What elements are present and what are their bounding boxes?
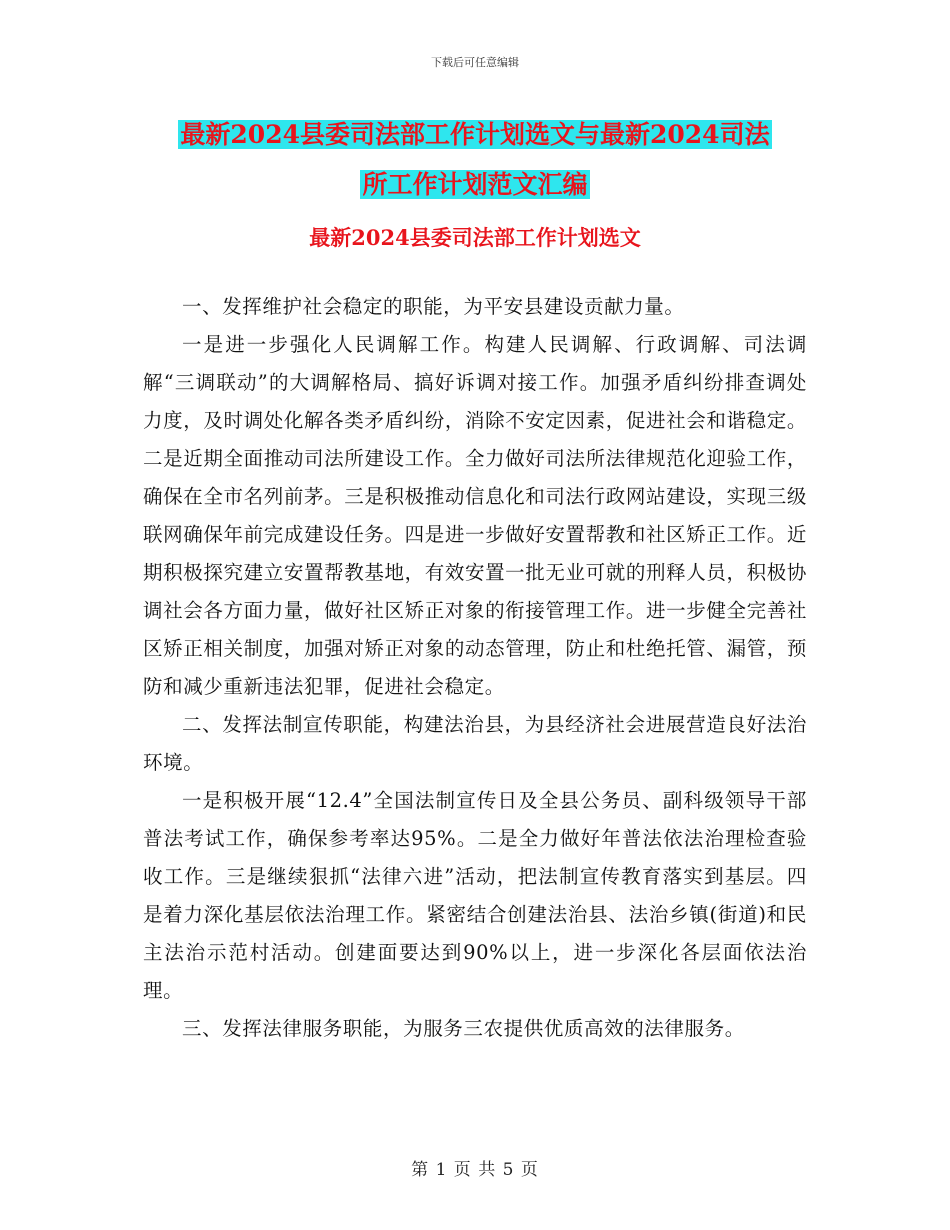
paragraph: 三、发挥法律服务职能，为服务三农提供优质高效的法律服务。 (182, 1017, 745, 1040)
paragraph: 一是积极开展“12.4”全国法制宣传日及全县公务员、副科级领导干部普法考试工作，确保参考率达95%。二是全力做好年普法依法治理检查验收工作。三是继续狠抓“法律六进”活动，把法制宣传教育落实到基层。四是着力深化基层依法治理工作。紧密结合创建法治县、法治乡镇(街道)和民主法治示范村活动。创建面要达到90%以上，进一步深化各层面依法治理。 (143, 789, 807, 1002)
paragraph: 一是进一步强化人民调解工作。构建人民调解、行政调解、司法调解“三调联动”的大调解格局、搞好诉调对接工作。加强矛盾纠纷排查调处力度，及时调处化解各类矛盾纠纷，消除不安定因素，促进社会和谐稳定。二是近期全面推动司法所建设工作。全力做好司法所法律规范化迎验工作，确保在全市名列前茅。三是积极推动信息化和司法行政网站建设，实现三级联网确保年前完成建设任务。四是进一步做好安置帮教和社区矫正工作。近期积极探究建立安置帮教基地，有效安置一批无业可就的刑释人员，积极协调社会各方面力量，做好社区矫正对象的衔接管理工作。进一步健全完善社区矫正相关制度，加强对矫正对象的动态管理，防止和杜绝托管、漏管，预防和减少重新违法犯罪，促进社会稳定。 (143, 333, 807, 698)
section-title: 最新2024县委司法部工作计划选文 (309, 225, 641, 250)
document-body (143, 288, 807, 1048)
paragraph: 一、发挥维护社会稳定的职能，为平安县建设贡献力量。 (182, 295, 685, 318)
page-indicator: 第 1 页 共 5 页 (411, 1160, 539, 1180)
title-line-1: 最新2024县委司法部工作计划选文与最新2024司法 (180, 120, 770, 149)
paragraph: 二、发挥法制宣传职能，构建法治县，为县经济社会进展营造良好法治环境。 (143, 713, 807, 774)
header-note: 下载后可任意编辑 (431, 56, 519, 69)
document-title (140, 110, 810, 210)
title-line-2: 所工作计划范文汇编 (362, 170, 588, 199)
